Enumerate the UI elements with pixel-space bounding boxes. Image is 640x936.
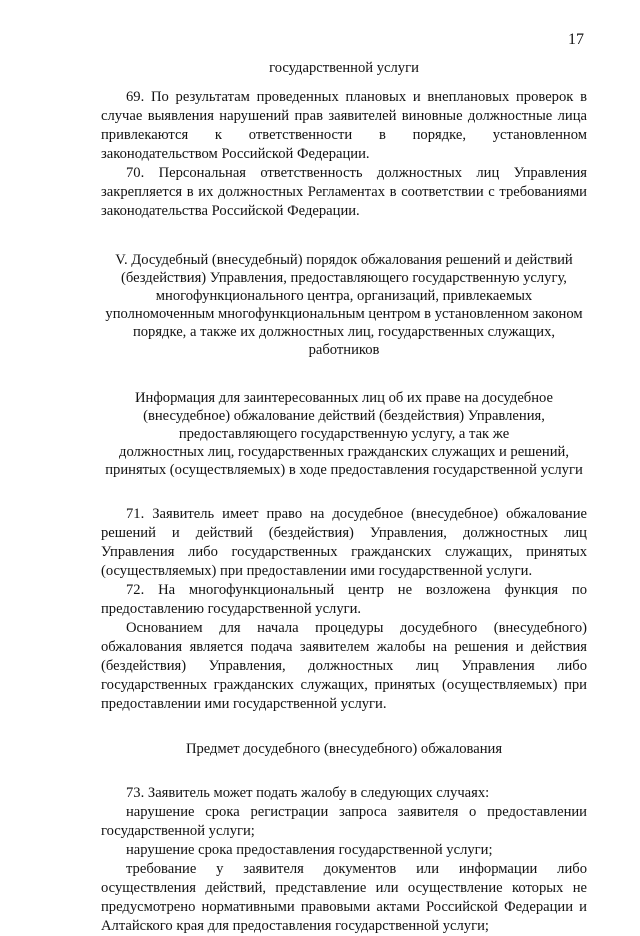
paragraph-71: 71. Заявитель имеет право на досудебное (внесудебное) обжалование решений и действий (бездействия) Управления, должностных лиц Управления либо государственных гражданских служащих, принятых (осуществляемых) при предоставлении ими государственной услуги. xyxy=(101,506,587,579)
info-heading-line: принятых (осуществляемых) в ходе предоставления государственной услуги xyxy=(105,462,583,478)
spacer xyxy=(101,78,587,88)
section-heading-line: работников xyxy=(308,342,380,358)
section-heading-line: уполномоченным многофункциональным центром в установленном законом xyxy=(105,306,583,322)
section-v-heading xyxy=(101,251,587,359)
paragraph-73: 73. Заявитель может подать жалобу в следующих случаях: xyxy=(126,785,490,801)
paragraph-72: 72. На многофункциональный центр не возложена функция по предоставлению государственной услуги. xyxy=(101,582,587,617)
info-heading-line: предоставляющего государственную услугу, а так же xyxy=(178,426,510,442)
page-number: 17 xyxy=(568,31,584,48)
subject-heading: Предмет досудебного (внесудебного) обжалования xyxy=(185,741,503,757)
paragraph-69: 69. По результатам проведенных плановых и внеплановых проверок в случае выявления нарушений прав заявителей виновные должностные лица привлекаются к ответственности в порядке, установленном законодательством Российской Федерации. xyxy=(101,89,587,162)
info-heading-line: (внесудебное) обжалование действий (бездействия) Управления, xyxy=(143,408,545,424)
section-heading-line: многофункционального центра, организаций, привлекаемых xyxy=(155,288,533,304)
section-heading-line: (бездействия) Управления, предоставляющего государственную услугу, xyxy=(121,270,567,286)
case-item: нарушение срока регистрации запроса заявителя о предоставлении государственной услуги; xyxy=(101,804,587,839)
document-body xyxy=(101,59,587,936)
case-item: требование у заявителя документов или информации либо осуществления действий, представление или осуществление которых не предусмотрено нормативными правовыми актами Российской Федерации и Алтайского края для предоставления государственной услуги; xyxy=(101,861,587,934)
paragraph-70: 70. Персональная ответственность должностных лиц Управления закрепляется в их должностных Регламентах в соответствии с требованиями законодательства Российской Федерации. xyxy=(101,165,587,219)
paragraph-basis: Основанием для начала процедуры досудебного (внесудебного) обжалования является подача заявителем жалобы на решения и действия (бездействия) Управления, должностных лиц Управления либо государственных гражданских служащих, принятых (осуществляемых) при предоставлении ими государственной услуги. xyxy=(101,620,587,712)
section-heading-line: V. Досудебный (внесудебный) порядок обжалования решений и действий xyxy=(115,252,573,268)
spacer xyxy=(101,758,587,784)
spacer xyxy=(101,359,587,389)
info-heading-line: Информация для заинтересованных лиц об их праве на досудебное xyxy=(135,390,553,406)
info-heading-line: должностных лиц, государственных гражданских служащих и решений, xyxy=(119,444,569,460)
spacer xyxy=(101,479,587,505)
spacer xyxy=(101,714,587,740)
continued-heading-line: государственной услуги xyxy=(269,60,419,76)
info-heading xyxy=(101,389,587,479)
section-heading-line: порядке, а также их должностных лиц, государственных служащих, xyxy=(132,324,556,340)
spacer xyxy=(101,221,587,251)
case-item: нарушение срока предоставления государственной услуги; xyxy=(126,842,493,858)
